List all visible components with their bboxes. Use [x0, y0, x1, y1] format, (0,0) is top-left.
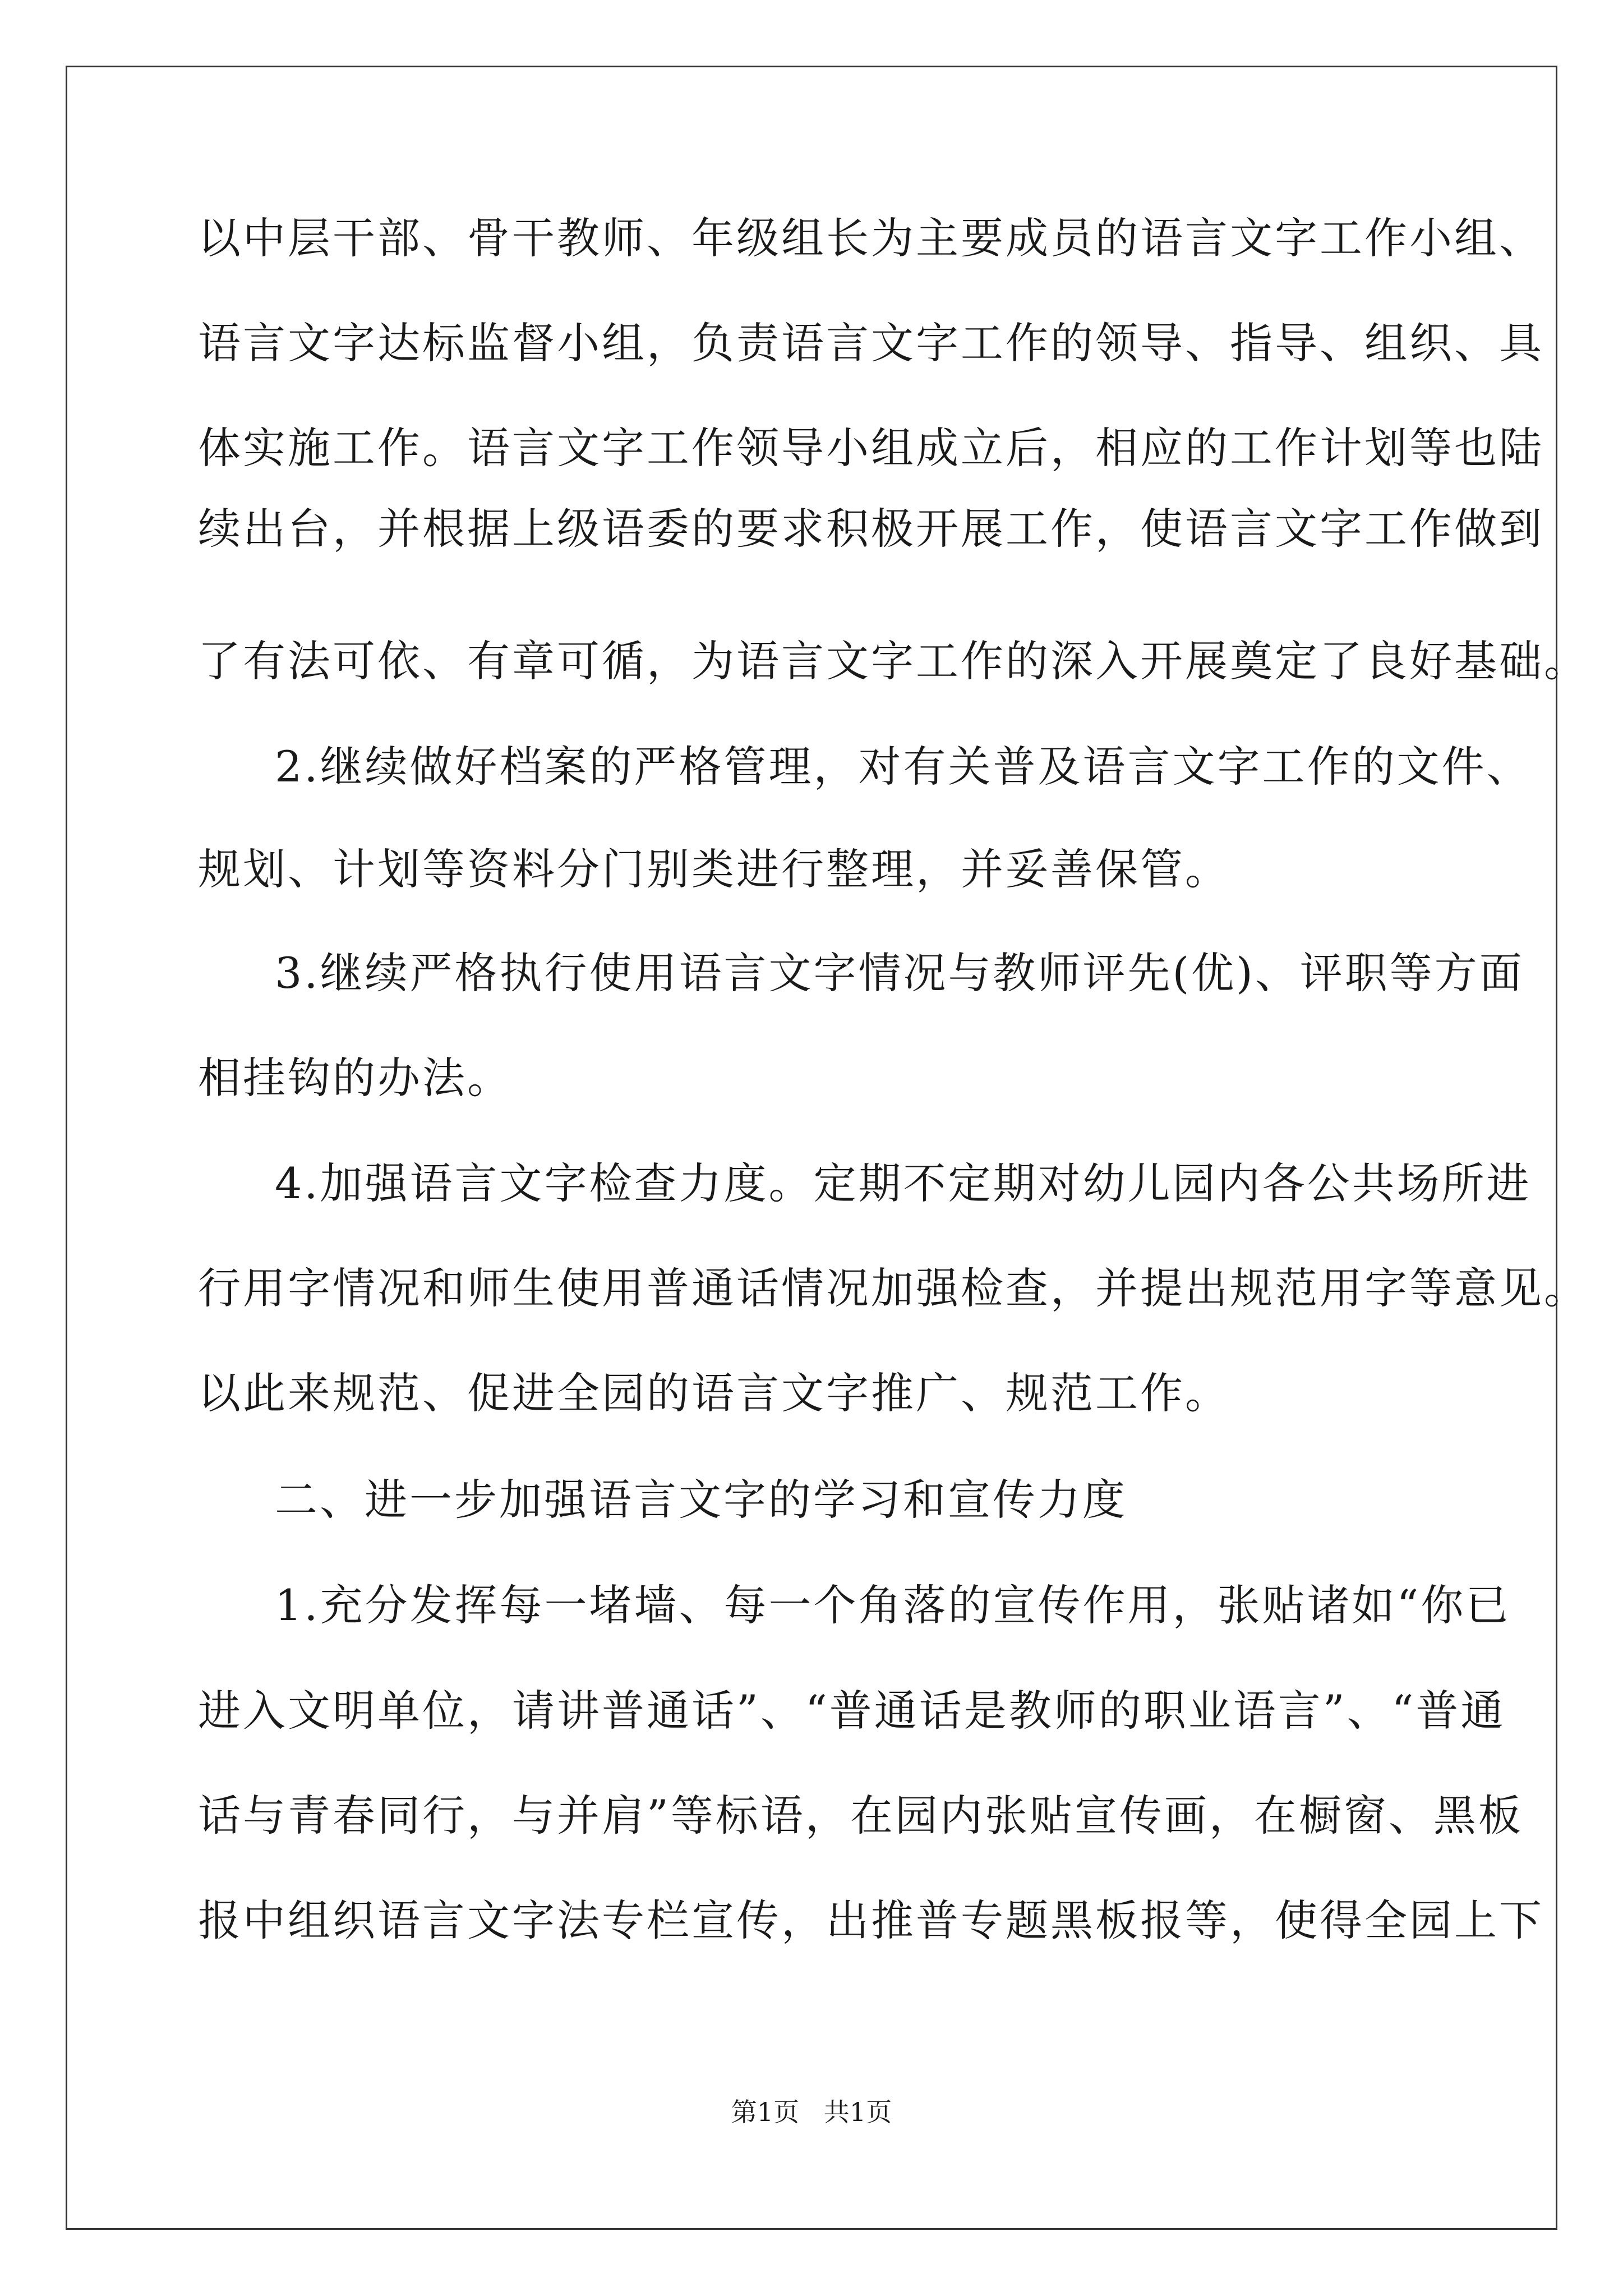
text-line: 话与青春同行，与并肩”等标语，在园内张贴宣传画，在橱窗、黑板 [198, 1791, 1523, 1841]
text-line: 进入文明单位，请讲普通话”、“普通话是教师的职业语言”、“普通 [198, 1686, 1506, 1736]
text-line: 以此来规范、促进全园的语言文字推广、规范工作。 [198, 1368, 1230, 1418]
text-line: 语言文字达标监督小组，负责语言文字工作的领导、指导、组织、具 [198, 318, 1544, 368]
text-line: 规划、计划等资料分门别类进行整理，并妥善保管。 [198, 844, 1230, 894]
text-line: 以中层干部、骨干教师、年级组长为主要成员的语言文字工作小组、 [198, 213, 1544, 263]
paragraph-start-line: 4.加强语言文字检查力度。定期不定期对幼儿园内各公共场所进 [275, 1158, 1532, 1208]
text-line: 报中组织语言文字法专栏宣传，出推普专题黑板报等，使得全园上下 [198, 1895, 1544, 1945]
text-line: 体实施工作。语言文字工作领导小组成立后，相应的工作计划等也陆 [198, 423, 1544, 473]
text-line: 续出台，并根据上级语委的要求积极开展工作，使语言文字工作做到 [198, 504, 1544, 554]
text-line: 相挂钩的办法。 [198, 1053, 512, 1103]
paragraph-start-line: 2.继续做好档案的严格管理，对有关普及语言文字工作的文件、 [275, 742, 1532, 792]
section-heading: 二、进一步加强语言文字的学习和宣传力度 [275, 1475, 1127, 1525]
paragraph-start-line: 3.继续严格执行使用语言文字情况与教师评先(优)、评职等方面 [275, 948, 1524, 998]
text-line: 行用字情况和师生使用普通话情况加强检查，并提出规范用字等意见。 [198, 1263, 1589, 1313]
paragraph-start-line: 1.充分发挥每一堵墙、每一个角落的宣传作用，张贴诸如“你已 [275, 1580, 1511, 1630]
text-line: 了有法可依、有章可循，为语言文字工作的深入开展奠定了良好基础。 [198, 636, 1589, 686]
page-number-footer: 第1页 共1页 [731, 2097, 892, 2127]
